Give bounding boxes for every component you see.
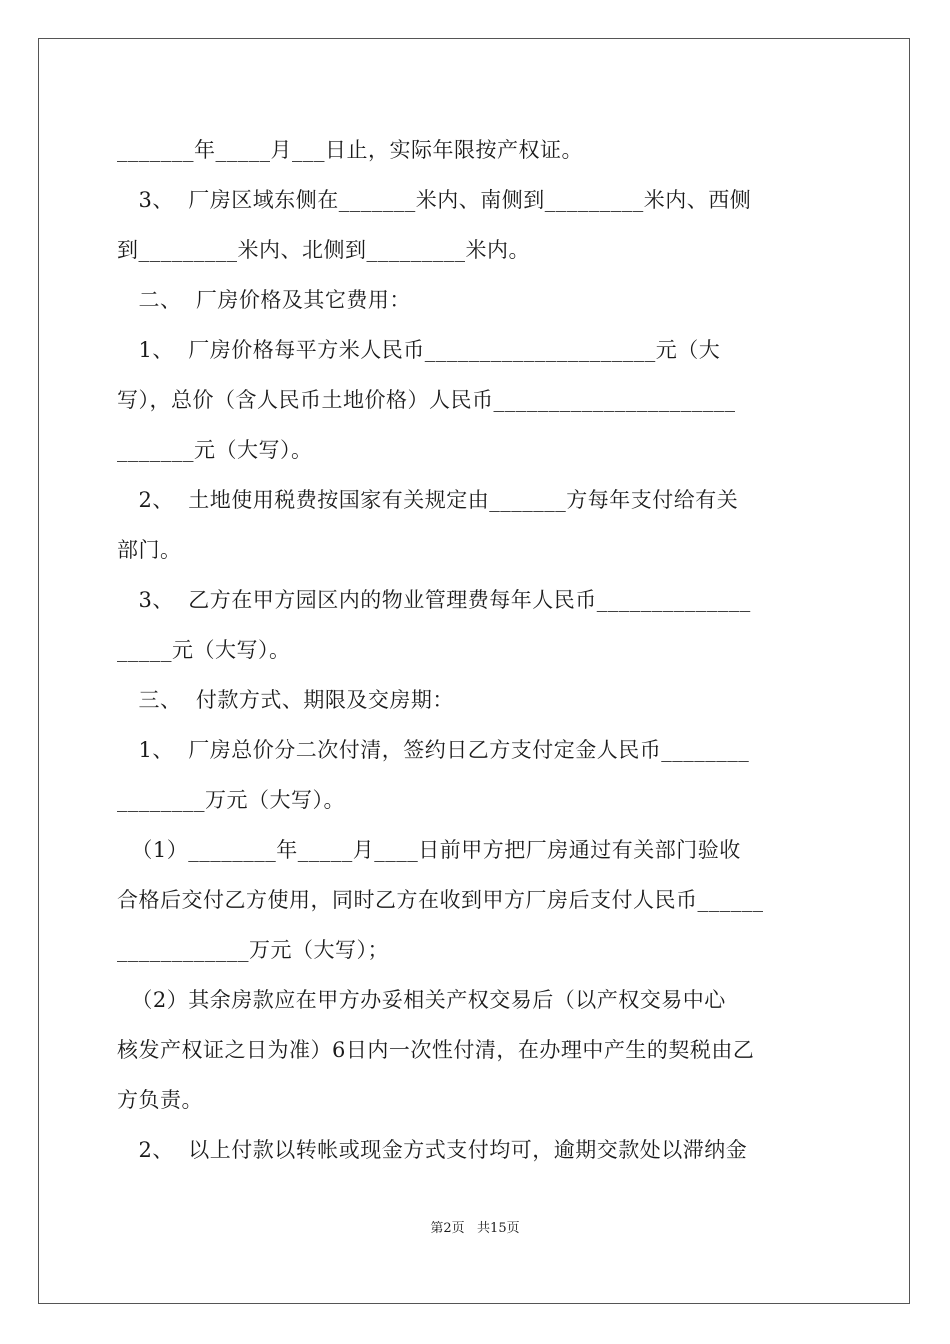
text-line: _______年_____月___日止，实际年限按产权证。 xyxy=(117,138,583,162)
text-line: 到_________米内、北侧到_________米内。 xyxy=(117,238,530,262)
text-line: 1、 厂房总价分二次付清，签约日乙方支付定金人民币________ xyxy=(117,738,750,762)
page-border xyxy=(38,38,910,1304)
page-number-footer: 第2页 共15页 xyxy=(430,1221,520,1236)
text-line: _____元（大写）。 xyxy=(117,638,291,662)
text-line: 2、 以上付款以转帐或现金方式支付均可，逾期交款处以滞纳金 xyxy=(117,1138,748,1162)
text-line: ________万元（大写）。 xyxy=(117,788,345,812)
text-line: 写），总价（含人民币土地价格）人民币______________________ xyxy=(117,388,736,412)
text-line: 部门。 xyxy=(117,538,182,562)
text-line: 3、 厂房区域东侧在_______米内、南侧到_________米内、西侧 xyxy=(117,188,752,212)
section-heading: 三、 付款方式、期限及交房期： xyxy=(117,688,454,712)
text-line: （2）其余房款应在甲方办妥相关产权交易后（以产权交易中心 xyxy=(117,988,726,1012)
section-heading: 二、 厂房价格及其它费用： xyxy=(117,288,411,312)
text-line: ____________万元（大写）； xyxy=(117,938,389,962)
text-line: 方负责。 xyxy=(117,1088,203,1112)
text-line: 核发产权证之日为准）6日内一次性付清，在办理中产生的契税由乙 xyxy=(117,1038,755,1062)
text-line: _______元（大写）。 xyxy=(117,438,313,462)
text-line: 合格后交付乙方使用，同时乙方在收到甲方厂房后支付人民币______ xyxy=(117,888,764,912)
text-line: （1）________年_____月____日前甲方把厂房通过有关部门验收 xyxy=(117,838,741,862)
text-line: 1、 厂房价格每平方米人民币_____________________元（大 xyxy=(117,338,721,362)
text-line: 3、 乙方在甲方园区内的物业管理费每年人民币______________ xyxy=(117,588,751,612)
text-line: 2、 土地使用税费按国家有关规定由_______方每年支付给有关 xyxy=(117,488,739,512)
